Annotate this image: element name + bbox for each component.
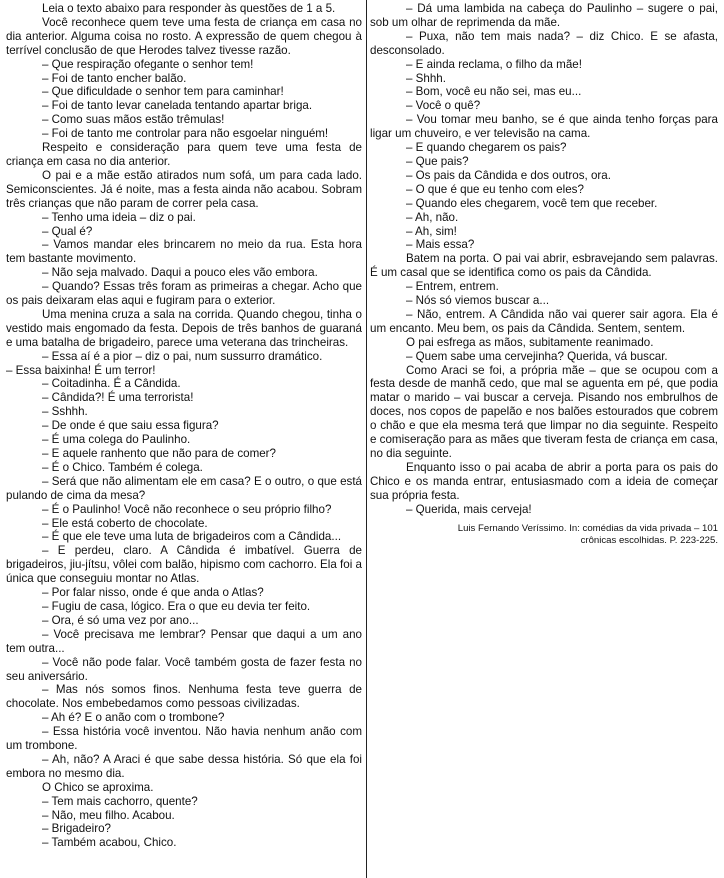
dialogue-line: – Nós só viemos buscar a...: [406, 294, 550, 308]
paragraph: Batem na porta. O pai vai abrir, esbravejando sem palavras. É um casal que se identifica como os pais da Cândida.: [370, 252, 718, 280]
paragraph: Uma menina cruza a sala na corrida. Quando chegou, tinha o vestido mais engomado da festa. Depois de três banhos de guaraná e uma batalha de brigadeiro, parece uma veterana das trincheiras.: [6, 307, 362, 349]
dialogue-line: – Ah, não.: [406, 210, 459, 224]
dialogue-line: – Bom, você eu não sei, mas eu...: [406, 85, 582, 99]
dialogue-line: – Foi de tanto me controlar para não esgoelar ninguém!: [42, 127, 329, 141]
dialogue-line: – De onde é que saiu essa figura?: [42, 419, 219, 433]
dialogue-line: O Chico se aproxima.: [42, 780, 154, 794]
dialogue-line: – Por falar nisso, onde é que anda o Atlas?: [42, 586, 264, 600]
dialogue-line: – Fugiu de casa, lógico. Era o que eu devia ter feito.: [42, 599, 311, 613]
dialogue-line: – Entrem, entrem.: [406, 280, 499, 294]
dialogue-line: – Brigadeiro?: [42, 822, 111, 836]
dialogue-line: – Ele está coberto de chocolate.: [42, 516, 208, 530]
dialogue-line: – Ah, não? A Araci é que sabe dessa história. Só que ela foi embora no mesmo dia.: [6, 752, 362, 780]
dialogue-line: – Não, meu filho. Acabou.: [42, 808, 175, 822]
instructions: Leia o texto abaixo para responder às questões de 1 a 5.: [42, 2, 336, 15]
dialogue-line: – Não, entrem. A Cândida não vai querer sair agora. Ela é um encanto. Meu bem, os pais da Cândida. Sentem, sentem.: [370, 307, 718, 335]
dialogue-line: – Essa baixinha! É um terror!: [6, 363, 156, 377]
dialogue-line: – Puxa, não tem mais nada? – diz Chico. E se afasta, desconsolado.: [370, 29, 718, 57]
right-column-body: [370, 2, 718, 517]
dialogue-line: – Os pais da Cândida e dos outros, ora.: [406, 168, 611, 182]
dialogue-line: – Ora, é só uma vez por ano...: [42, 613, 199, 627]
citation-line-1: Luis Fernando Veríssimo. In: comédias da vida privada – 101: [457, 522, 718, 534]
dialogue-line: O pai esfrega as mãos, subitamente reanimado.: [406, 335, 654, 349]
dialogue-line: – Foi de tanto levar canelada tentando apartar briga.: [42, 99, 313, 113]
dialogue-line: – Mais essa?: [406, 238, 475, 252]
dialogue-line: – Qual é?: [42, 224, 93, 238]
source-citation: [370, 523, 718, 547]
dialogue-line: – O que é que eu tenho com eles?: [406, 182, 584, 196]
dialogue-line: – Não seja malvado. Daqui a pouco eles vão embora.: [42, 266, 318, 280]
dialogue-line: – Você precisava me lembrar? Pensar que daqui a um ano tem outra...: [6, 627, 362, 655]
dialogue-line: – É o Paulinho! Você não reconhece o seu próprio filho?: [42, 502, 332, 516]
dialogue-line: – Que pais?: [406, 154, 469, 168]
dialogue-line: – Quando eles chegarem, você tem que receber.: [406, 196, 658, 210]
citation-line-2: crônicas escolhidas. P. 223-225.: [580, 534, 718, 546]
dialogue-line: – Dá uma lambida na cabeça do Paulinho – sugere o pai, sob um olhar de reprimenda da mãe.: [370, 2, 718, 29]
dialogue-line: – Mas nós somos finos. Nenhuma festa teve guerra de chocolate. Nos embebedamos como pessoas civilizadas.: [6, 683, 362, 711]
dialogue-line: – E aquele ranhento que não para de comer?: [42, 447, 276, 460]
paragraph: Como Araci se foi, a própria mãe – que se ocupou com a festa desde de manhã cedo, que mal se aguenta em pé, que podia matar o marido – vai buscar a cerveja. Pisando nos embrulhos de doces, nos copos de papelão e nos balões estourados que cobrem o chão e que ela mesma terá que limpar no dia seguinte. Respeito e comiseração para as mães que tiveram festa de criança em casa, no dia seguinte.: [370, 363, 718, 460]
dialogue-line: – Como suas mãos estão trêmulas!: [42, 113, 225, 127]
dialogue-line: – Também acabou, Chico.: [42, 836, 177, 850]
dialogue-line: – Vou tomar meu banho, se é que ainda tenho forças para ligar um chuveiro, e ver televisão na cama.: [370, 113, 718, 141]
dialogue-line: – E quando chegarem os pais?: [406, 141, 567, 155]
dialogue-line: – Ah, sim!: [406, 224, 457, 238]
dialogue-line: – Foi de tanto encher balão.: [42, 71, 187, 85]
dialogue-line: – Querida, mais cerveja!: [406, 502, 532, 516]
dialogue-line: – Shhh.: [406, 71, 446, 85]
dialogue-line: – Cândida?! É uma terrorista!: [42, 391, 194, 405]
dialogue-line: – Que respiração ofegante o senhor tem!: [42, 57, 254, 71]
dialogue-line: – Coitadinha. É a Cândida.: [42, 377, 181, 391]
dialogue-line: – Quem sabe uma cervejinha? Querida, vá buscar.: [406, 349, 668, 363]
dialogue-line: – Que dificuldade o senhor tem para caminhar!: [42, 85, 284, 99]
dialogue-line: – Será que não alimentam ele em casa? E o outro, o que está pulando de cima da mesa?: [6, 474, 362, 502]
dialogue-line: – Sshhh.: [42, 405, 88, 419]
dialogue-line: – E perdeu, claro. A Cândida é imbatível. Guerra de brigadeiros, jiu-jítsu, vôlei com balão, hipismo com cachorro. Ela foi a única que conseguiu montar no Atlas.: [6, 544, 362, 586]
dialogue-line: – Tenho uma ideia – diz o pai.: [42, 210, 196, 224]
column-divider: [366, 0, 367, 878]
dialogue-line: – Você o quê?: [406, 99, 481, 113]
dialogue-line: – Ah é? E o anão com o trombone?: [42, 711, 225, 725]
dialogue-line: – É que ele teve uma luta de brigadeiros com a Cândida...: [42, 530, 342, 544]
dialogue-line: – É o Chico. Também é colega.: [42, 460, 203, 474]
dialogue-line: – Tem mais cachorro, quente?: [42, 794, 198, 808]
dialogue-line: – Essa história você inventou. Não havia nenhum anão com um trombone.: [6, 725, 362, 753]
paragraph: Você reconhece quem teve uma festa de criança em casa no dia anterior. Alguma coisa no rosto. A expressão de quem chegou à terrível conclusão de que Herodes talvez tivesse razão.: [6, 15, 362, 57]
paragraph: Respeito e consideração para quem teve uma festa de criança em casa no dia anterior.: [6, 141, 362, 168]
dialogue-line: – Essa aí é a pior – diz o pai, num sussurro dramático.: [42, 349, 323, 363]
dialogue-line: – E ainda reclama, o filho da mãe!: [406, 57, 582, 71]
paragraph: O pai e a mãe estão atirados num sofá, um para cada lado. Semiconscientes. Já é noite, mas a festa ainda não acabou. Sobram três crianças que não param de correr pela casa.: [6, 168, 362, 210]
dialogue-line: – É uma colega do Paulinho.: [42, 433, 191, 447]
paragraph: Enquanto isso o pai acaba de abrir a porta para os pais do Chico e os manda entrar, entusiasmado com a ideia de começar sua própria festa.: [370, 460, 718, 502]
text-column-left: [6, 2, 362, 850]
dialogue-line: – Vamos mandar eles brincarem no meio da rua. Esta hora tem bastante movimento.: [6, 238, 362, 266]
dialogue-line: – Quando? Essas três foram as primeiras a chegar. Acho que os pais deixaram elas aqui e fugiram para o exterior.: [6, 280, 362, 308]
dialogue-line: – Você não pode falar. Você também gosta de fazer festa no seu aniversário.: [6, 655, 362, 683]
text-column-right: [370, 2, 718, 547]
